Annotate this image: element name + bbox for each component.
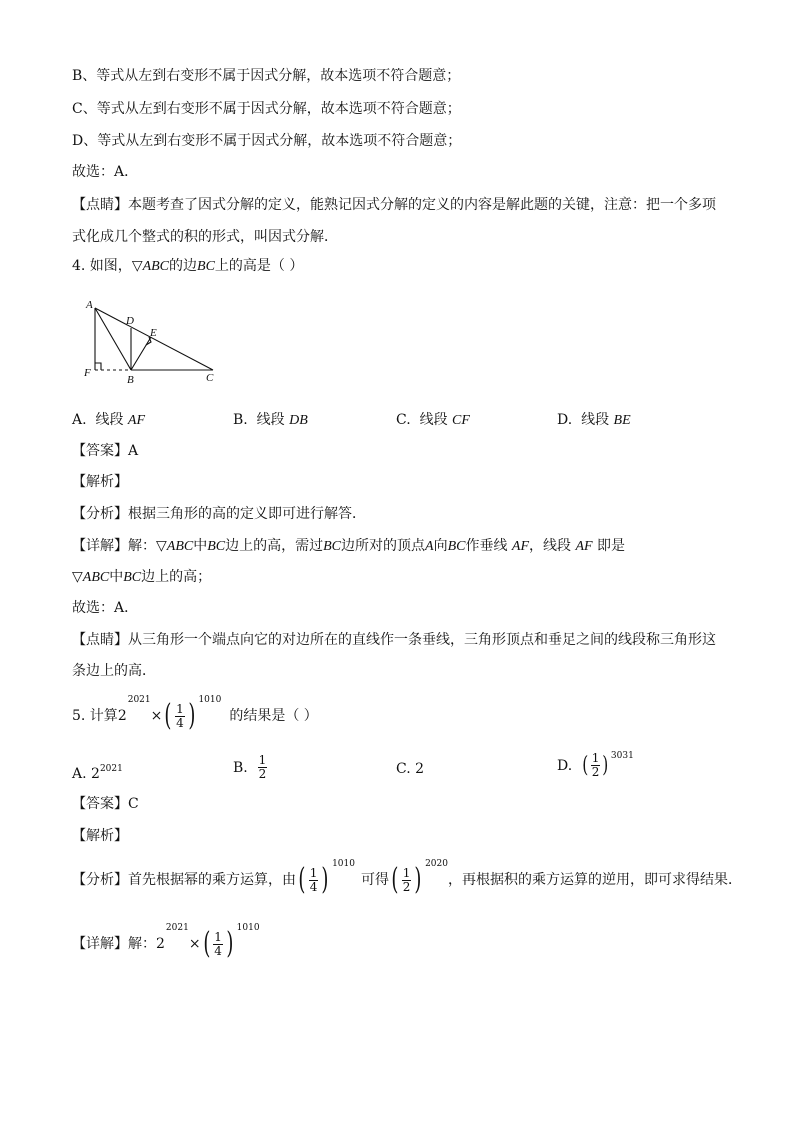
q4-choose: 故选：A． [72,600,139,616]
label-d: D [126,315,134,327]
q5-option-a: A. $2^{2021}$ [72,764,123,782]
q5-option-c: C. 2 [396,761,425,777]
option-d-explanation: D、等式从左到右变形不属于因式分解，故本选项不符合题意； [72,133,462,149]
label-e: E [150,327,157,339]
q4-detail-line2: ▽ABC中BC边上的高； [72,569,212,585]
right-angle-f [95,363,101,370]
q4-option-b: B. 线段 DB [233,412,308,428]
q4-option-a: A. 线段 AF [72,412,146,428]
q4-answer: 【答案】A [72,443,139,459]
q3-comment-line2: 式化成几个整式的积的形式，叫因式分解． [72,229,338,245]
q5-analysis-head: 【解析】 [72,828,128,844]
q5-option-b: B. $\frac{1}{2}$ [233,753,267,781]
segment-be [131,337,151,370]
q4-option-c: C. 线段 CF [396,412,470,428]
option-b-explanation: B、等式从左到右变形不属于因式分解，故本选项不符合题意； [72,68,461,84]
label-f: F [84,367,91,379]
label-b: B [127,374,134,386]
q4-comment-line1: 【点睛】从三角形一个端点向它的对边所在的直线作一条垂线，三角形顶点和垂足之间的线段称三角形这 [72,632,716,648]
q4-option-d: D. 线段 BE [557,412,631,428]
option-c-explanation: C、等式从左到右变形不属于因式分解，故本选项不符合题意； [72,101,461,117]
q5-answer: 【答案】C [72,796,139,812]
q4-analysis: 【分析】根据三角形的高的定义即可进行解答． [72,506,366,522]
triangle-symbol: ▽ABC [131,259,170,274]
q4-detail-line1: 【详解】解：▽ABC中BC边上的高，需过BC边所对的顶点A向BC作垂线 AF，线段 AF 即是 [72,538,626,554]
label-a: A [86,299,93,311]
q3-choose: 故选：A． [72,164,139,180]
label-c: C [206,372,214,384]
q5-detail: 【详解】解： 2 2021 × ( $\frac{1}{4}$ ) 1010 [72,923,260,961]
q3-comment-line1: 【点睛】本题考查了因式分解的定义，能熟记因式分解的定义的内容是解此题的关键，注意：把一个多项 [72,197,716,213]
q4-comment-line2: 条边上的高． [72,663,156,679]
q4-analysis-head: 【解析】 [72,474,128,490]
q5-analysis: 【分析】首先根据幂的乘方运算，由 ( $\frac{1}{4}$ ) 1010 可得 ( $\frac{1}{2}$ ) 2020 ，再根据积的乘方运算的逆用，即可求得结果． [72,859,742,897]
q4-stem: 4. 如图，▽ABC的边BC上的高是（ ） [72,258,304,274]
triangle-figure [80,296,220,388]
q5-option-d: D. ( $\frac{1}{2}$ ) 3031 [557,750,634,779]
q5-stem: 5. 计算 2 2021 × ( $\frac{1}{4}$ ) 1010 的结果是（ ） [72,695,318,733]
fraction-quarter: ( $\frac{1}{4}$ ) [164,698,196,733]
